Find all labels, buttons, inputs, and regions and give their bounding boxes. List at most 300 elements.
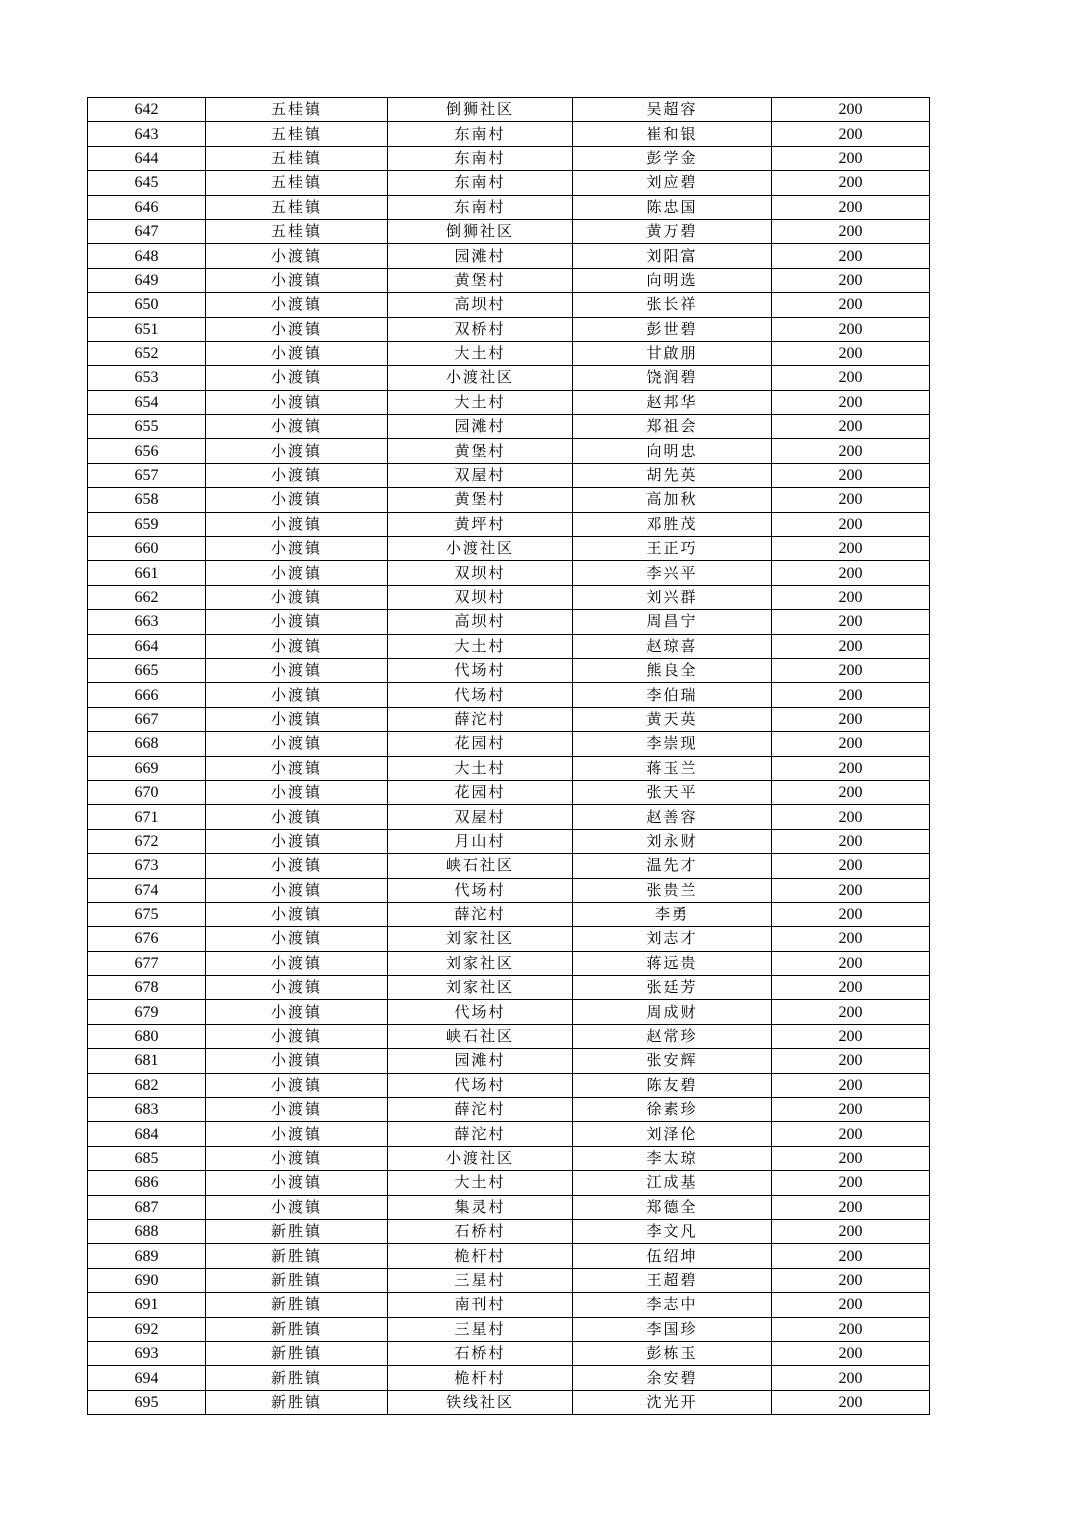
cell-index: 695 — [88, 1390, 206, 1414]
cell-index: 679 — [88, 1000, 206, 1024]
cell-town: 新胜镇 — [206, 1268, 388, 1292]
cell-town: 小渡镇 — [206, 293, 388, 317]
cell-index: 649 — [88, 268, 206, 292]
cell-town: 小渡镇 — [206, 415, 388, 439]
cell-name: 黄天英 — [573, 707, 772, 731]
table-row — [88, 854, 930, 878]
table-row — [88, 219, 930, 243]
cell-village: 东南村 — [388, 122, 573, 146]
cell-town: 小渡镇 — [206, 1049, 388, 1073]
cell-index: 684 — [88, 1122, 206, 1146]
cell-name: 刘阳富 — [573, 244, 772, 268]
table-row — [88, 829, 930, 853]
cell-town: 小渡镇 — [206, 585, 388, 609]
cell-town: 小渡镇 — [206, 341, 388, 365]
cell-village: 大土村 — [388, 1171, 573, 1195]
cell-town: 小渡镇 — [206, 927, 388, 951]
cell-town: 小渡镇 — [206, 780, 388, 804]
cell-village: 东南村 — [388, 171, 573, 195]
cell-village: 月山村 — [388, 829, 573, 853]
cell-town: 新胜镇 — [206, 1366, 388, 1390]
cell-village: 高坝村 — [388, 293, 573, 317]
cell-index: 645 — [88, 171, 206, 195]
cell-village: 大土村 — [388, 756, 573, 780]
cell-town: 小渡镇 — [206, 1000, 388, 1024]
cell-name: 温先才 — [573, 854, 772, 878]
cell-village: 双屋村 — [388, 463, 573, 487]
cell-village: 三星村 — [388, 1317, 573, 1341]
cell-town: 小渡镇 — [206, 561, 388, 585]
cell-amount: 200 — [772, 1317, 930, 1341]
cell-index: 686 — [88, 1171, 206, 1195]
table-row — [88, 537, 930, 561]
cell-village: 黄堡村 — [388, 439, 573, 463]
table-row — [88, 341, 930, 365]
cell-amount: 200 — [772, 244, 930, 268]
cell-index: 675 — [88, 902, 206, 926]
cell-village: 黄堡村 — [388, 488, 573, 512]
cell-village: 刘家社区 — [388, 976, 573, 1000]
cell-town: 小渡镇 — [206, 439, 388, 463]
cell-town: 小渡镇 — [206, 1024, 388, 1048]
cell-village: 石桥村 — [388, 1219, 573, 1243]
cell-amount: 200 — [772, 1171, 930, 1195]
cell-amount: 200 — [772, 1293, 930, 1317]
cell-name: 胡先英 — [573, 463, 772, 487]
cell-name: 熊良全 — [573, 658, 772, 682]
cell-index: 648 — [88, 244, 206, 268]
table-row — [88, 878, 930, 902]
table-row — [88, 1146, 930, 1170]
cell-village: 花园村 — [388, 732, 573, 756]
cell-town: 新胜镇 — [206, 1293, 388, 1317]
table-row — [88, 98, 930, 122]
cell-village: 东南村 — [388, 146, 573, 170]
cell-name: 刘兴群 — [573, 585, 772, 609]
cell-index: 643 — [88, 122, 206, 146]
cell-name: 陈友碧 — [573, 1073, 772, 1097]
cell-name: 徐素珍 — [573, 1098, 772, 1122]
cell-index: 650 — [88, 293, 206, 317]
cell-name: 郑德全 — [573, 1195, 772, 1219]
cell-name: 彭栋玉 — [573, 1341, 772, 1365]
cell-town: 小渡镇 — [206, 1122, 388, 1146]
cell-town: 小渡镇 — [206, 683, 388, 707]
cell-index: 662 — [88, 585, 206, 609]
cell-amount: 200 — [772, 561, 930, 585]
cell-name: 赵常珍 — [573, 1024, 772, 1048]
cell-index: 689 — [88, 1244, 206, 1268]
cell-index: 690 — [88, 1268, 206, 1292]
cell-amount: 200 — [772, 1219, 930, 1243]
cell-name: 赵邦华 — [573, 390, 772, 414]
cell-name: 刘应碧 — [573, 171, 772, 195]
table-row — [88, 1293, 930, 1317]
table-row — [88, 927, 930, 951]
cell-name: 李太琼 — [573, 1146, 772, 1170]
cell-index: 688 — [88, 1219, 206, 1243]
cell-name: 李文凡 — [573, 1219, 772, 1243]
table-row — [88, 951, 930, 975]
cell-village: 高坝村 — [388, 610, 573, 634]
cell-index: 670 — [88, 780, 206, 804]
cell-amount: 200 — [772, 1122, 930, 1146]
table-row — [88, 1000, 930, 1024]
cell-index: 676 — [88, 927, 206, 951]
cell-town: 五桂镇 — [206, 219, 388, 243]
cell-index: 668 — [88, 732, 206, 756]
cell-town: 小渡镇 — [206, 951, 388, 975]
cell-town: 小渡镇 — [206, 1146, 388, 1170]
cell-amount: 200 — [772, 439, 930, 463]
cell-name: 向明选 — [573, 268, 772, 292]
cell-amount: 200 — [772, 805, 930, 829]
cell-town: 小渡镇 — [206, 732, 388, 756]
cell-index: 671 — [88, 805, 206, 829]
cell-index: 666 — [88, 683, 206, 707]
cell-name: 周成财 — [573, 1000, 772, 1024]
cell-amount: 200 — [772, 1366, 930, 1390]
cell-town: 小渡镇 — [206, 1098, 388, 1122]
cell-index: 656 — [88, 439, 206, 463]
cell-town: 小渡镇 — [206, 634, 388, 658]
cell-town: 小渡镇 — [206, 902, 388, 926]
cell-town: 小渡镇 — [206, 317, 388, 341]
cell-index: 665 — [88, 658, 206, 682]
cell-village: 黄坪村 — [388, 512, 573, 536]
cell-village: 双桥村 — [388, 317, 573, 341]
cell-index: 678 — [88, 976, 206, 1000]
cell-amount: 200 — [772, 976, 930, 1000]
table-row — [88, 1268, 930, 1292]
cell-town: 小渡镇 — [206, 610, 388, 634]
cell-name: 王正巧 — [573, 537, 772, 561]
cell-name: 李伯瑞 — [573, 683, 772, 707]
table-row — [88, 1171, 930, 1195]
cell-town: 小渡镇 — [206, 658, 388, 682]
cell-village: 代场村 — [388, 683, 573, 707]
cell-amount: 200 — [772, 171, 930, 195]
cell-amount: 200 — [772, 317, 930, 341]
cell-town: 小渡镇 — [206, 390, 388, 414]
cell-village: 南刊村 — [388, 1293, 573, 1317]
cell-name: 黄万碧 — [573, 219, 772, 243]
cell-index: 672 — [88, 829, 206, 853]
cell-index: 657 — [88, 463, 206, 487]
cell-index: 644 — [88, 146, 206, 170]
cell-index: 681 — [88, 1049, 206, 1073]
cell-name: 李志中 — [573, 1293, 772, 1317]
cell-village: 倒狮社区 — [388, 98, 573, 122]
cell-index: 674 — [88, 878, 206, 902]
table-row — [88, 561, 930, 585]
cell-index: 642 — [88, 98, 206, 122]
cell-amount: 200 — [772, 366, 930, 390]
cell-amount: 200 — [772, 683, 930, 707]
cell-amount: 200 — [772, 293, 930, 317]
table-row — [88, 658, 930, 682]
cell-amount: 200 — [772, 1341, 930, 1365]
cell-index: 652 — [88, 341, 206, 365]
cell-amount: 200 — [772, 488, 930, 512]
table-row — [88, 317, 930, 341]
cell-village: 薛沱村 — [388, 1098, 573, 1122]
table-row — [88, 732, 930, 756]
cell-village: 双坝村 — [388, 561, 573, 585]
table-row — [88, 415, 930, 439]
table-row — [88, 1122, 930, 1146]
cell-village: 桅杆村 — [388, 1366, 573, 1390]
cell-name: 彭学金 — [573, 146, 772, 170]
cell-village: 园滩村 — [388, 415, 573, 439]
cell-amount: 200 — [772, 610, 930, 634]
cell-index: 646 — [88, 195, 206, 219]
cell-index: 683 — [88, 1098, 206, 1122]
cell-amount: 200 — [772, 658, 930, 682]
cell-name: 邓胜茂 — [573, 512, 772, 536]
cell-village: 双屋村 — [388, 805, 573, 829]
table-row — [88, 293, 930, 317]
cell-amount: 200 — [772, 854, 930, 878]
cell-name: 余安碧 — [573, 1366, 772, 1390]
cell-village: 峡石社区 — [388, 1024, 573, 1048]
cell-village: 代场村 — [388, 1073, 573, 1097]
table-row — [88, 146, 930, 170]
table-row — [88, 1195, 930, 1219]
cell-town: 五桂镇 — [206, 122, 388, 146]
cell-village: 倒狮社区 — [388, 219, 573, 243]
cell-town: 五桂镇 — [206, 171, 388, 195]
cell-village: 代场村 — [388, 878, 573, 902]
table-row — [88, 1317, 930, 1341]
cell-index: 653 — [88, 366, 206, 390]
cell-amount: 200 — [772, 146, 930, 170]
table-row — [88, 488, 930, 512]
cell-index: 682 — [88, 1073, 206, 1097]
cell-index: 677 — [88, 951, 206, 975]
cell-index: 680 — [88, 1024, 206, 1048]
table-body — [88, 98, 930, 1415]
cell-name: 蒋玉兰 — [573, 756, 772, 780]
cell-amount: 200 — [772, 1195, 930, 1219]
cell-name: 饶润碧 — [573, 366, 772, 390]
cell-index: 647 — [88, 219, 206, 243]
cell-name: 陈忠国 — [573, 195, 772, 219]
cell-amount: 200 — [772, 1049, 930, 1073]
cell-village: 铁线社区 — [388, 1390, 573, 1414]
table-row — [88, 244, 930, 268]
cell-name: 崔和银 — [573, 122, 772, 146]
cell-amount: 200 — [772, 780, 930, 804]
table-row — [88, 439, 930, 463]
cell-town: 新胜镇 — [206, 1341, 388, 1365]
table-row — [88, 805, 930, 829]
table-row — [88, 195, 930, 219]
cell-name: 郑祖会 — [573, 415, 772, 439]
table-row — [88, 1341, 930, 1365]
cell-name: 王超碧 — [573, 1268, 772, 1292]
cell-amount: 200 — [772, 829, 930, 853]
cell-amount: 200 — [772, 390, 930, 414]
cell-village: 园滩村 — [388, 244, 573, 268]
cell-name: 蒋远贵 — [573, 951, 772, 975]
cell-town: 小渡镇 — [206, 976, 388, 1000]
cell-amount: 200 — [772, 1244, 930, 1268]
cell-index: 659 — [88, 512, 206, 536]
cell-town: 小渡镇 — [206, 512, 388, 536]
cell-village: 大土村 — [388, 634, 573, 658]
cell-name: 赵善容 — [573, 805, 772, 829]
cell-amount: 200 — [772, 732, 930, 756]
cell-village: 峡石社区 — [388, 854, 573, 878]
cell-amount: 200 — [772, 1024, 930, 1048]
cell-amount: 200 — [772, 951, 930, 975]
cell-index: 651 — [88, 317, 206, 341]
cell-town: 五桂镇 — [206, 98, 388, 122]
cell-amount: 200 — [772, 415, 930, 439]
cell-index: 694 — [88, 1366, 206, 1390]
cell-name: 甘啟朋 — [573, 341, 772, 365]
cell-name: 赵琼喜 — [573, 634, 772, 658]
cell-village: 小渡社区 — [388, 537, 573, 561]
cell-amount: 200 — [772, 463, 930, 487]
cell-name: 向明忠 — [573, 439, 772, 463]
cell-amount: 200 — [772, 585, 930, 609]
cell-village: 小渡社区 — [388, 1146, 573, 1170]
cell-index: 673 — [88, 854, 206, 878]
table-row — [88, 1219, 930, 1243]
cell-amount: 200 — [772, 927, 930, 951]
cell-amount: 200 — [772, 98, 930, 122]
table-row — [88, 976, 930, 1000]
cell-town: 新胜镇 — [206, 1219, 388, 1243]
cell-amount: 200 — [772, 707, 930, 731]
cell-name: 高加秋 — [573, 488, 772, 512]
cell-index: 654 — [88, 390, 206, 414]
table-row — [88, 366, 930, 390]
cell-town: 小渡镇 — [206, 1073, 388, 1097]
cell-amount: 200 — [772, 219, 930, 243]
table-row — [88, 1244, 930, 1268]
cell-village: 薛沱村 — [388, 707, 573, 731]
cell-index: 687 — [88, 1195, 206, 1219]
cell-village: 桅杆村 — [388, 1244, 573, 1268]
cell-index: 692 — [88, 1317, 206, 1341]
cell-town: 五桂镇 — [206, 195, 388, 219]
cell-town: 小渡镇 — [206, 488, 388, 512]
cell-town: 小渡镇 — [206, 878, 388, 902]
cell-index: 691 — [88, 1293, 206, 1317]
cell-village: 小渡社区 — [388, 366, 573, 390]
cell-village: 三星村 — [388, 1268, 573, 1292]
cell-village: 园滩村 — [388, 1049, 573, 1073]
cell-name: 刘志才 — [573, 927, 772, 951]
table-row — [88, 902, 930, 926]
table-row — [88, 1098, 930, 1122]
cell-amount: 200 — [772, 341, 930, 365]
data-table — [87, 97, 930, 1415]
cell-village: 石桥村 — [388, 1341, 573, 1365]
table-row — [88, 707, 930, 731]
cell-name: 李兴平 — [573, 561, 772, 585]
cell-amount: 200 — [772, 1098, 930, 1122]
table-row — [88, 1366, 930, 1390]
cell-town: 新胜镇 — [206, 1390, 388, 1414]
cell-amount: 200 — [772, 537, 930, 561]
table-row — [88, 171, 930, 195]
cell-name: 李崇现 — [573, 732, 772, 756]
cell-amount: 200 — [772, 512, 930, 536]
cell-town: 小渡镇 — [206, 756, 388, 780]
cell-town: 小渡镇 — [206, 537, 388, 561]
cell-name: 伍绍坤 — [573, 1244, 772, 1268]
table-row — [88, 585, 930, 609]
cell-town: 小渡镇 — [206, 366, 388, 390]
cell-name: 江成基 — [573, 1171, 772, 1195]
cell-name: 周昌宁 — [573, 610, 772, 634]
table-row — [88, 780, 930, 804]
cell-amount: 200 — [772, 878, 930, 902]
cell-village: 黄堡村 — [388, 268, 573, 292]
cell-index: 655 — [88, 415, 206, 439]
cell-amount: 200 — [772, 1000, 930, 1024]
cell-index: 669 — [88, 756, 206, 780]
cell-town: 小渡镇 — [206, 805, 388, 829]
cell-name: 张贵兰 — [573, 878, 772, 902]
cell-village: 薛沱村 — [388, 902, 573, 926]
table-row — [88, 1024, 930, 1048]
cell-village: 代场村 — [388, 1000, 573, 1024]
cell-village: 大土村 — [388, 341, 573, 365]
cell-town: 五桂镇 — [206, 146, 388, 170]
table-row — [88, 610, 930, 634]
cell-name: 沈光开 — [573, 1390, 772, 1414]
cell-amount: 200 — [772, 1268, 930, 1292]
table-row — [88, 683, 930, 707]
cell-town: 新胜镇 — [206, 1317, 388, 1341]
cell-amount: 200 — [772, 756, 930, 780]
cell-amount: 200 — [772, 902, 930, 926]
cell-name: 张长祥 — [573, 293, 772, 317]
cell-village: 代场村 — [388, 658, 573, 682]
table-row — [88, 122, 930, 146]
cell-village: 东南村 — [388, 195, 573, 219]
cell-town: 小渡镇 — [206, 244, 388, 268]
cell-index: 660 — [88, 537, 206, 561]
cell-village: 大土村 — [388, 390, 573, 414]
table-row — [88, 1073, 930, 1097]
cell-village: 花园村 — [388, 780, 573, 804]
table-row — [88, 463, 930, 487]
table-row — [88, 1390, 930, 1414]
cell-name: 吴超容 — [573, 98, 772, 122]
cell-town: 新胜镇 — [206, 1244, 388, 1268]
cell-amount: 200 — [772, 122, 930, 146]
cell-village: 薛沱村 — [388, 1122, 573, 1146]
cell-town: 小渡镇 — [206, 854, 388, 878]
cell-name: 彭世碧 — [573, 317, 772, 341]
cell-name: 李勇 — [573, 902, 772, 926]
cell-village: 双坝村 — [388, 585, 573, 609]
cell-index: 667 — [88, 707, 206, 731]
table-row — [88, 268, 930, 292]
cell-town: 小渡镇 — [206, 1195, 388, 1219]
cell-name: 李国珍 — [573, 1317, 772, 1341]
cell-amount: 200 — [772, 195, 930, 219]
cell-index: 663 — [88, 610, 206, 634]
cell-village: 刘家社区 — [388, 927, 573, 951]
table-row — [88, 1049, 930, 1073]
